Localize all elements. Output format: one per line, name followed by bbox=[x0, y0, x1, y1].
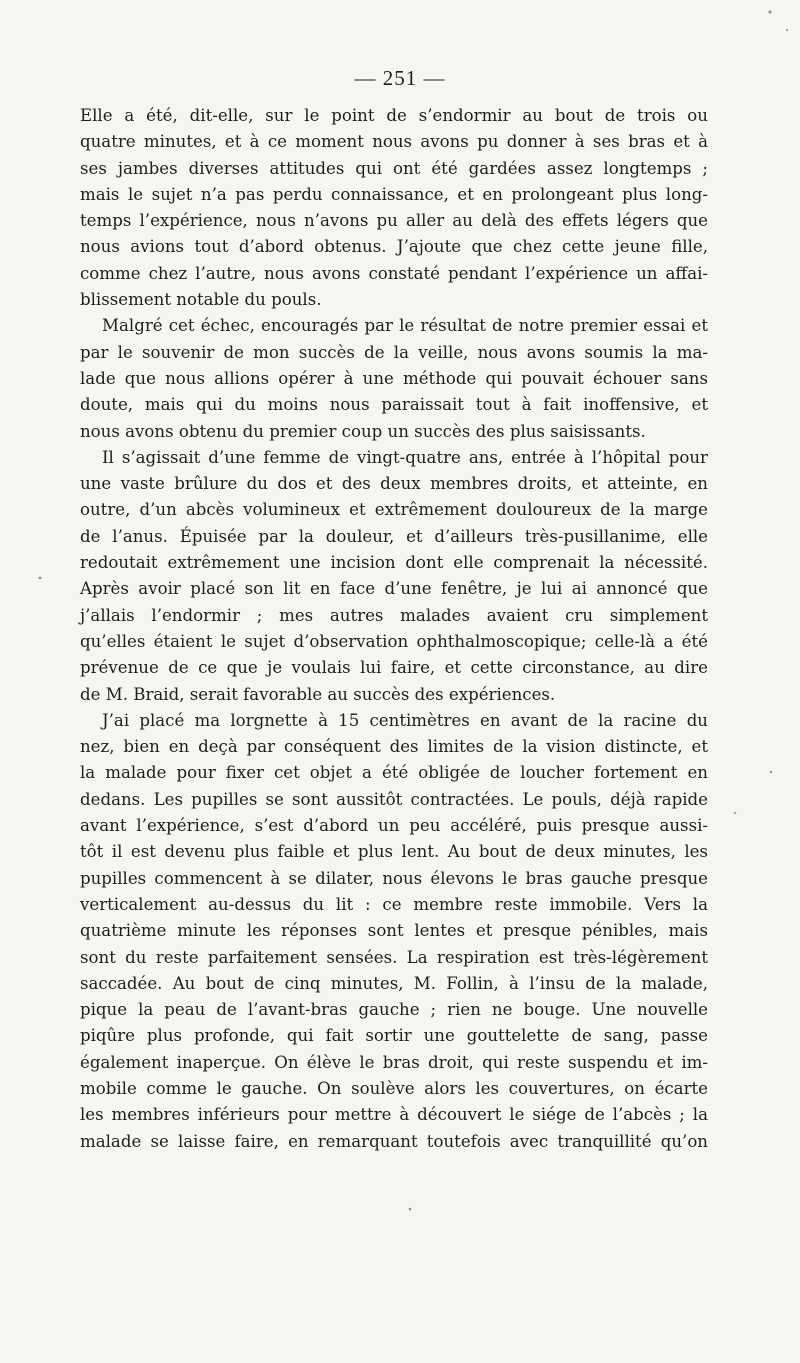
text-line: quatre minutes, et à ce moment nous avons pu donner à ses bras et à bbox=[80, 132, 708, 152]
paragraph-1 bbox=[80, 103, 708, 313]
text-line: tôt il est devenu plus faible et plus lent. Au bout de deux minutes, les bbox=[80, 842, 708, 862]
ink-speck bbox=[409, 1208, 412, 1211]
text-line: qu’elles étaient le sujet d’observation ophthalmoscopique; celle-là a été bbox=[80, 631, 708, 651]
paragraph-3 bbox=[80, 445, 708, 708]
text-line: avant l’expérience, s’est d’abord un peu accéléré, puis presque aussi- bbox=[80, 816, 708, 836]
text-line: malade se laisse faire, en remarquant toutefois avec tranquillité qu’on bbox=[80, 1131, 708, 1151]
text-line: J’ai placé ma lorgnette à 15 centimètres en avant de la racine du bbox=[102, 710, 708, 730]
text-line: la malade pour fixer cet objet a été obligée de loucher fortement en bbox=[80, 763, 708, 783]
text-line: dedans. Les pupilles se sont aussitôt contractées. Le pouls, déjà rapide bbox=[80, 789, 708, 809]
text-line: mais le sujet n’a pas perdu connaissance, et en prolongeant plus long- bbox=[80, 184, 708, 204]
text-line: nous avons obtenu du premier coup un succès des plus saisissants. bbox=[80, 421, 646, 441]
text-line: par le souvenir de mon succès de la veille, nous avons soumis la ma- bbox=[80, 342, 708, 362]
text-line: quatrième minute les réponses sont lentes et presque pénibles, mais bbox=[80, 921, 708, 941]
text-line: outre, d’un abcès volumineux et extrêmement douloureux de la marge bbox=[80, 500, 708, 520]
text-line: redoutait extrêmement une incision dont elle comprenait la nécessité. bbox=[80, 553, 708, 573]
text-line: Il s’agissait d’une femme de vingt-quatre ans, entrée à l’hôpital pour bbox=[102, 447, 708, 467]
text-line: Après avoir placé son lit en face d’une fenêtre, je lui ai annoncé que bbox=[80, 579, 708, 599]
text-line: verticalement au-dessus du lit : ce membre reste immobile. Vers la bbox=[80, 894, 708, 914]
text-line: de l’anus. Épuisée par la douleur, et d’ailleurs très-pusillanime, elle bbox=[80, 526, 708, 546]
text-line: j’allais l’endormir ; mes autres malades avaient cru simplement bbox=[80, 605, 708, 625]
text-line: pique la peau de l’avant-bras gauche ; rien ne bouge. Une nouvelle bbox=[80, 1000, 708, 1020]
text-line: Malgré cet échec, encouragés par le résultat de notre premier essai et bbox=[102, 316, 708, 336]
text-line: prévenue de ce que je voulais lui faire, et cette circonstance, au dire bbox=[80, 658, 708, 678]
text-line: également inaperçue. On élève le bras droit, qui reste suspendu et im- bbox=[80, 1052, 708, 1072]
text-line: comme chez l’autre, nous avons constaté pendant l’expérience un affai- bbox=[80, 263, 708, 283]
text-line: nous avions tout d’abord obtenus. J’ajoute que chez cette jeune fille, bbox=[80, 237, 708, 257]
paragraph-4 bbox=[80, 708, 708, 1155]
text-line: piqûre plus profonde, qui fait sortir une gouttelette de sang, passe bbox=[80, 1026, 708, 1046]
text-line: mobile comme le gauche. On soulève alors les couvertures, on écarte bbox=[80, 1078, 708, 1098]
page-number: — 251 — bbox=[354, 66, 446, 90]
text-line: Elle a été, dit-elle, sur le point de s’endormir au bout de trois ou bbox=[80, 106, 708, 125]
text-line: nez, bien en deçà par conséquent des limites de la vision distincte, et bbox=[80, 737, 708, 757]
text-line: blissement notable du pouls. bbox=[80, 290, 322, 310]
text-line: lade que nous allions opérer à une méthode qui pouvait échouer sans bbox=[80, 368, 708, 388]
text-line: une vaste brûlure du dos et des deux membres droits, et atteinte, en bbox=[80, 474, 708, 494]
text-line: doute, mais qui du moins nous paraissait tout à fait inoffensive, et bbox=[80, 395, 708, 415]
text-line: ses jambes diverses attitudes qui ont été gardées assez longtemps ; bbox=[80, 158, 708, 178]
ink-speck bbox=[770, 771, 773, 774]
text-line: temps l’expérience, nous n’avons pu aller au delà des effets légers que bbox=[80, 211, 708, 231]
text-line: de M. Braid, serait favorable au succès des expériences. bbox=[80, 684, 556, 704]
text-line: pupilles commencent à se dilater, nous élevons le bras gauche presque bbox=[80, 868, 708, 888]
text-line: sont du reste parfaitement sensées. La respiration est très-légèrement bbox=[80, 947, 708, 967]
ink-speck bbox=[768, 10, 771, 13]
text-line: saccadée. Au bout de cinq minutes, M. Follin, à l’insu de la malade, bbox=[80, 973, 708, 993]
paragraph-2 bbox=[80, 313, 708, 444]
text-line: les membres inférieurs pour mettre à découvert le siége de l’abcès ; la bbox=[80, 1105, 708, 1125]
ink-speck bbox=[39, 577, 42, 580]
body-text bbox=[80, 103, 708, 1155]
ink-speck bbox=[734, 812, 736, 814]
ink-speck bbox=[786, 29, 788, 31]
